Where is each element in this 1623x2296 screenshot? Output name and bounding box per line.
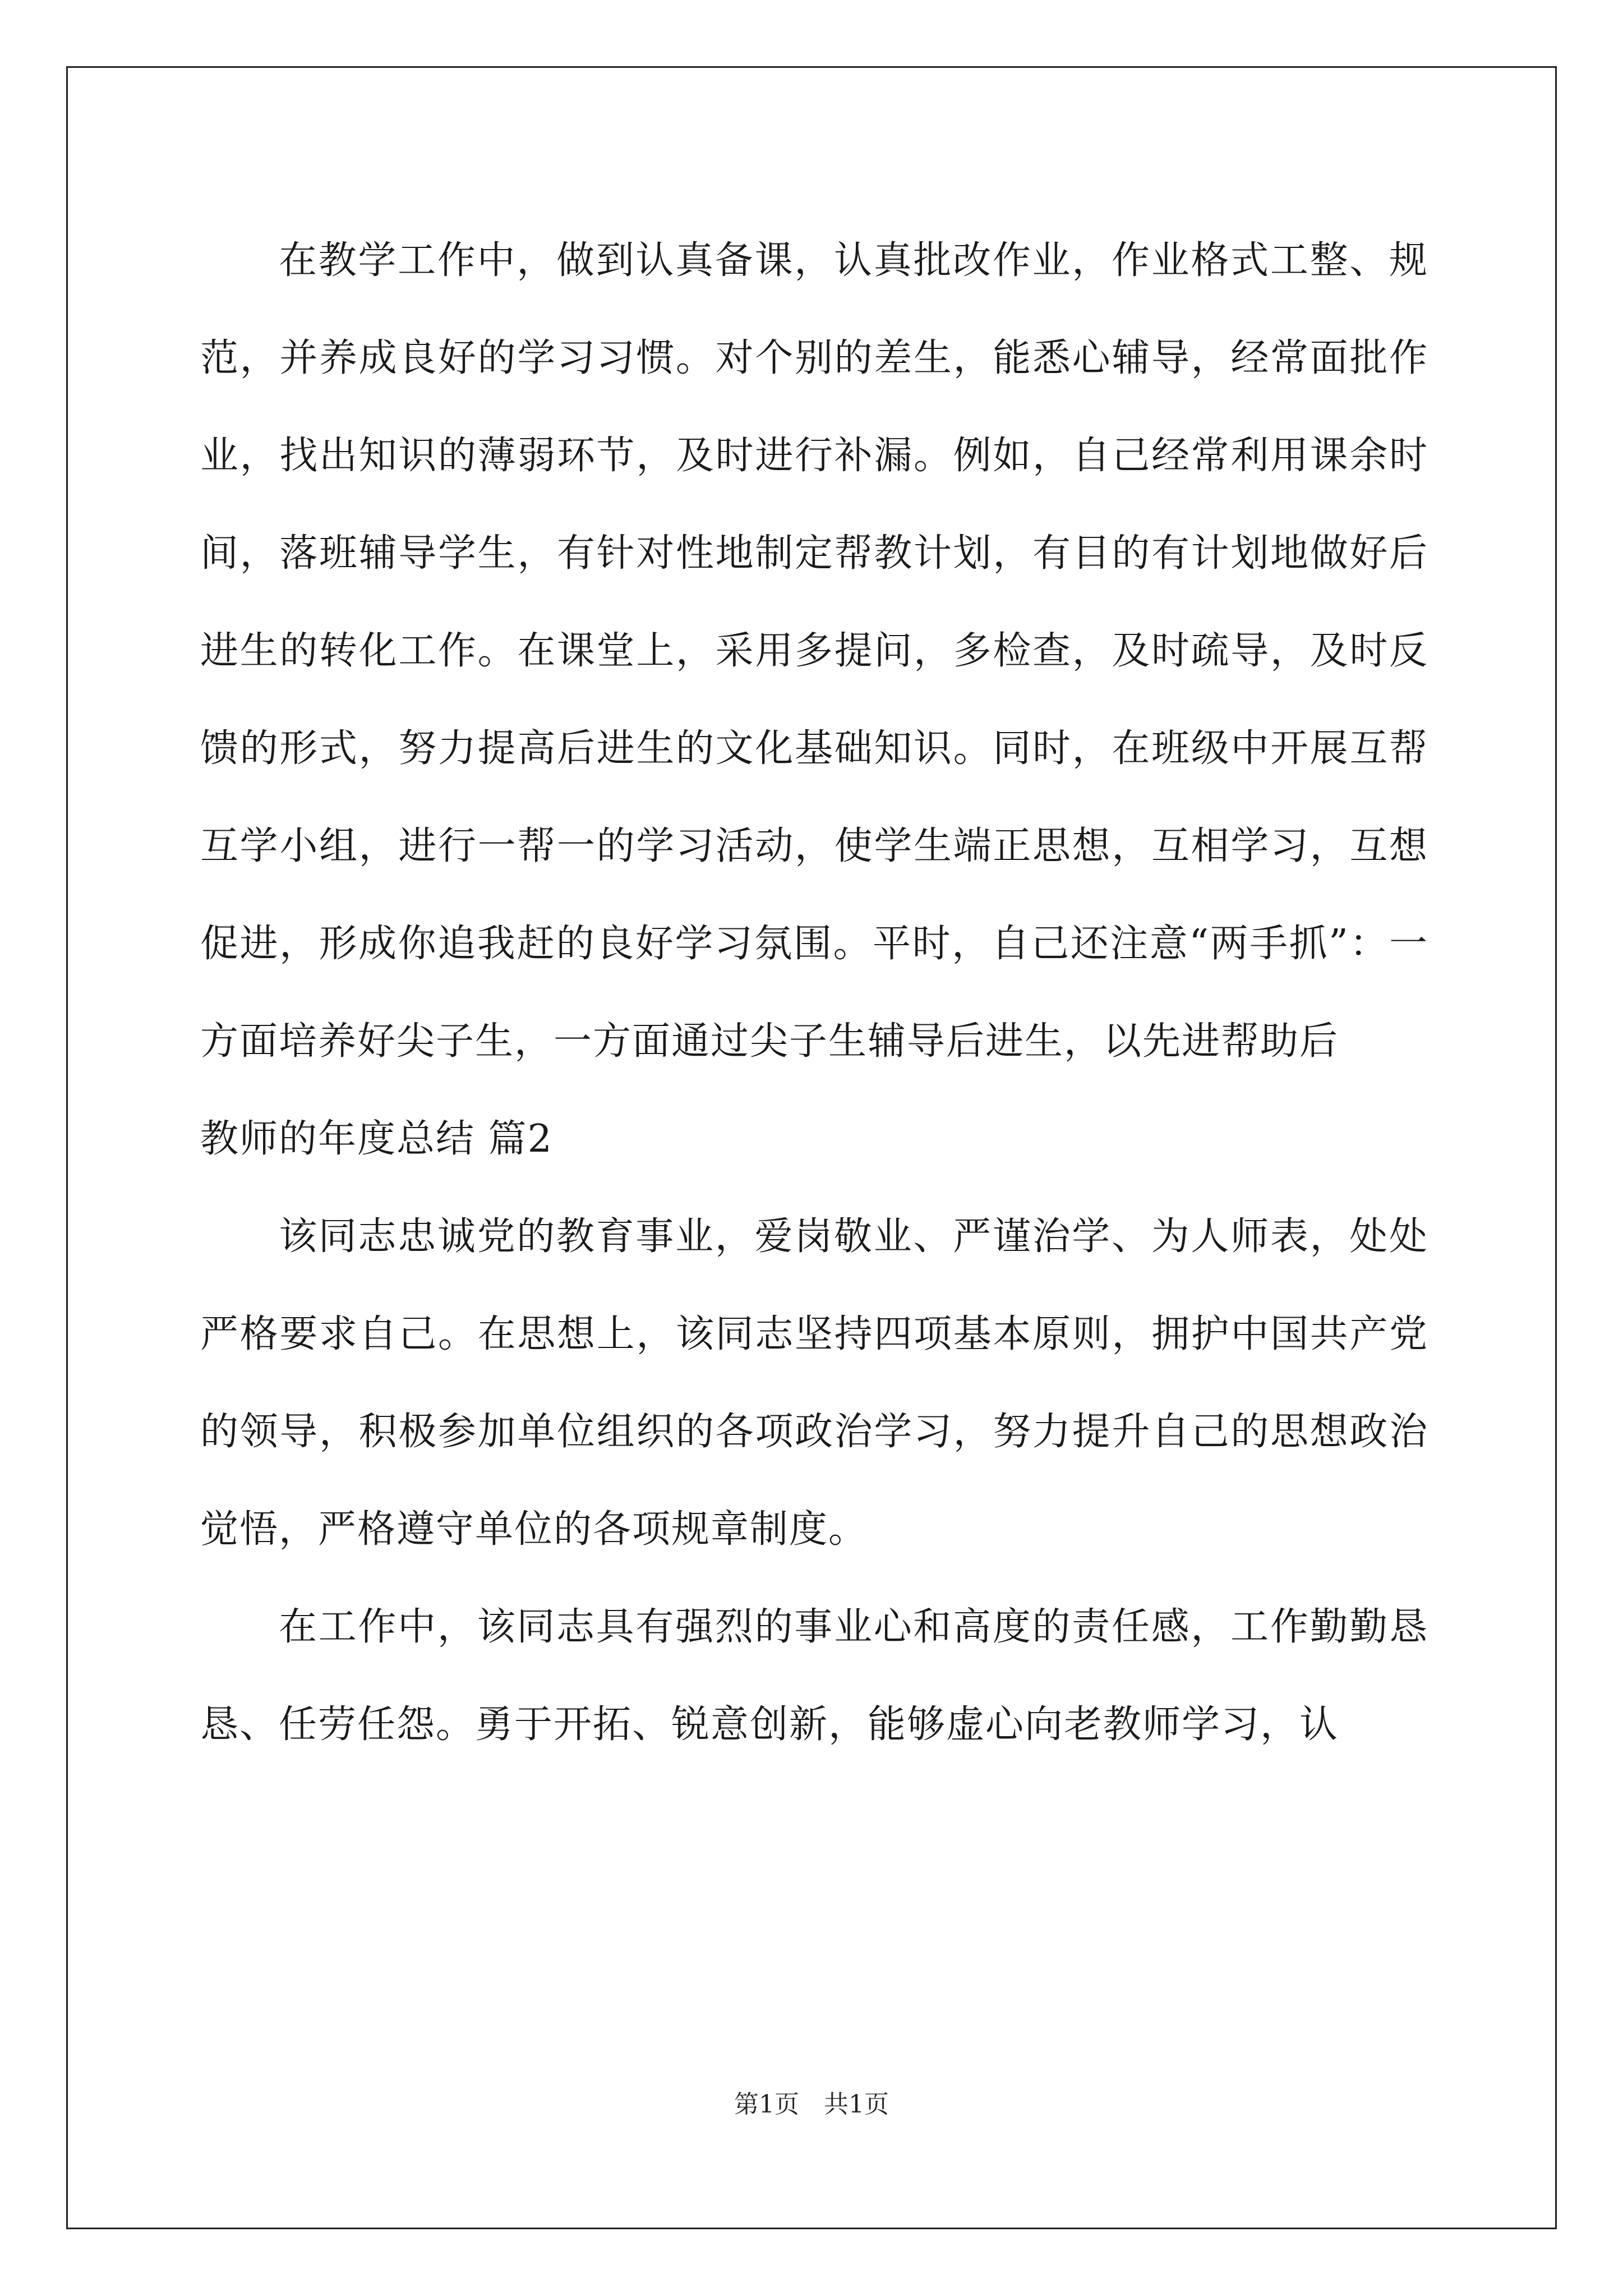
paragraph-3: 在工作中，该同志具有强烈的事业心和高度的责任感，工作勤勤恳恳、任劳任怨。勇于开拓、锐意创新，能够虚心向老教师学习，认 — [200, 1605, 1428, 1747]
page-footer: 第1页 共1页 — [734, 2090, 889, 2119]
section-heading: 教师的年度总结 篇2 — [200, 1117, 553, 1161]
paragraph-2: 该同志忠诚党的教育事业，爱岗敬业、严谨治学、为人师表，处处严格要求自己。在思想上，该同志坚持四项基本原则，拥护中国共产党的领导，积极参加单位组织的各项政治学习，努力提升自己的思想政治觉悟，严格遵守单位的各项规章制度。 — [200, 1214, 1428, 1552]
paragraph-1: 在教学工作中，做到认真备课，认真批改作业，作业格式工整、规范，并养成良好的学习习惯。对个别的差生，能悉心辅导，经常面批作业，找出知识的薄弱环节，及时进行补漏。例如，自己经常利用课余时间，落班辅导学生，有针对性地制定帮教计划，有目的有计划地做好后进生的转化工作。在课堂上，采用多提问，多检查，及时疏导，及时反馈的形式，努力提高后进生的文化基础知识。同时，在班级中开展互帮互学小组，进行一帮一的学习活动，使学生端正思想，互相学习，互想促进，形成你追我赶的良好学习氛围。平时，自己还注意“两手抓”：一方面培养好尖子生，一方面通过尖子生辅导后进生，以先进帮助后 — [200, 238, 1428, 1064]
document-body — [200, 212, 1428, 1774]
